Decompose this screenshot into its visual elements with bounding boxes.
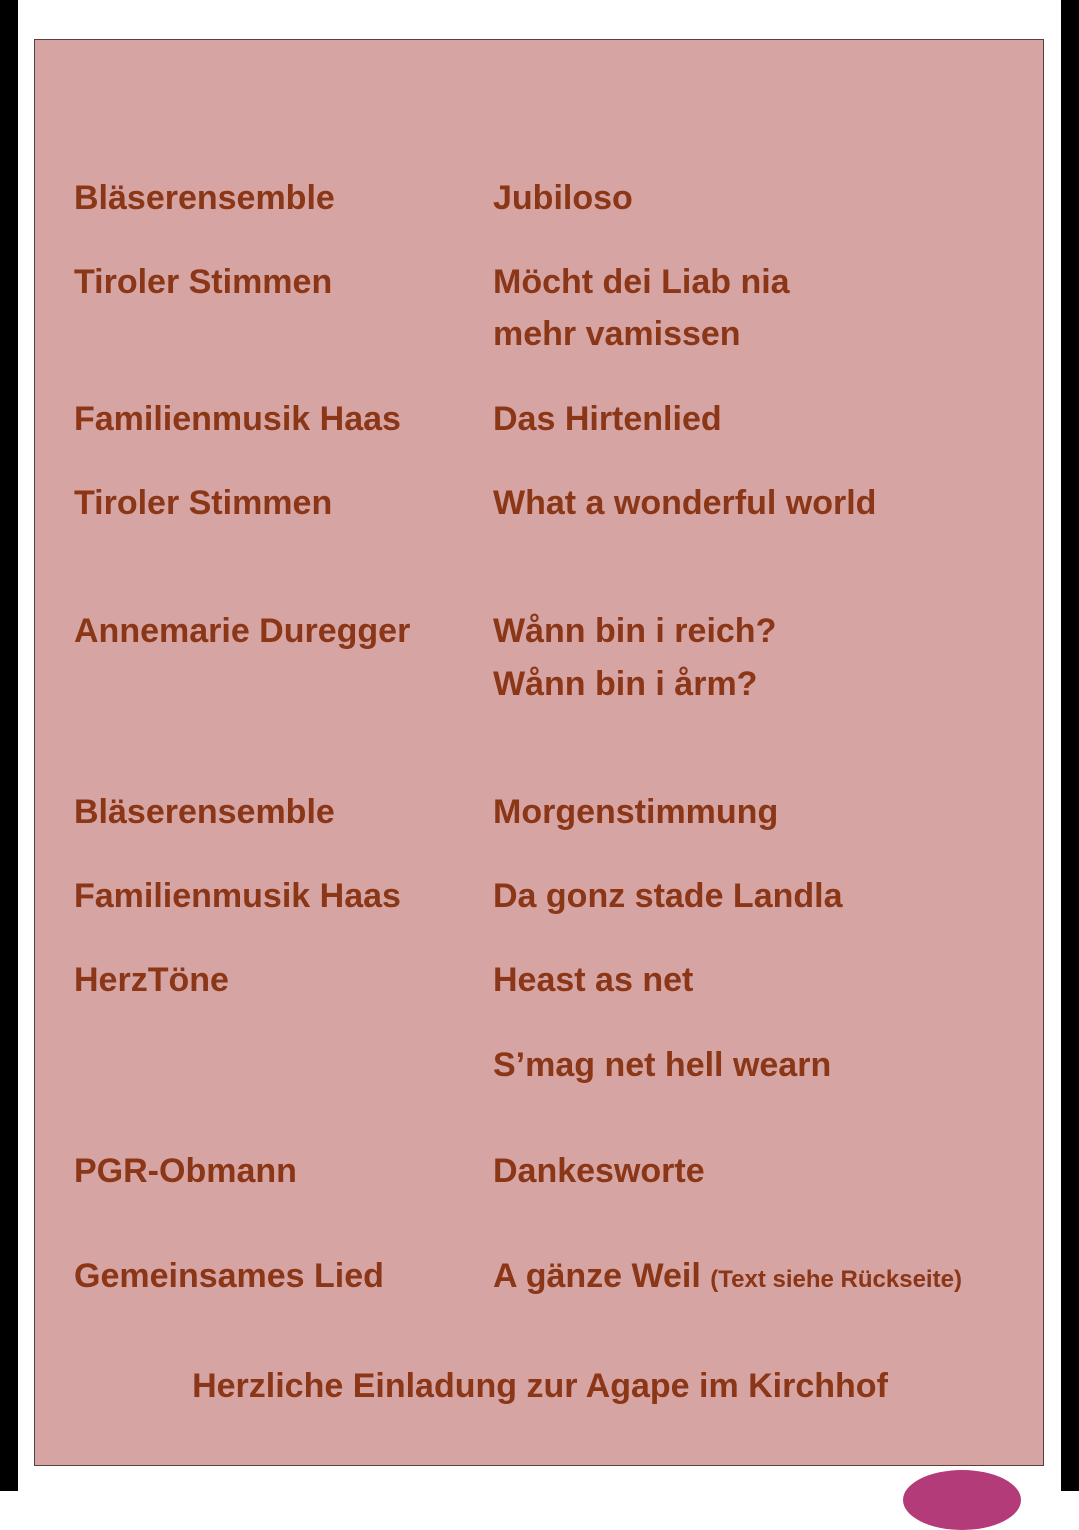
performer-name: Familienmusik Haas (74, 400, 401, 438)
piece-title: Da gonz stade Landla (493, 877, 843, 915)
performer-name: Bläserensemble (74, 793, 335, 831)
piece-note: (Text siehe Rückseite) (710, 1266, 962, 1293)
performer-name: Tiroler Stimmen (74, 484, 333, 522)
piece-title: Dankesworte (493, 1152, 705, 1190)
piece-title: A gänze Weil (493, 1257, 701, 1295)
performer-name: PGR-Obmann (74, 1152, 297, 1190)
piece-title-line2: mehr vamissen (493, 315, 741, 353)
piece-title: Heast as net (493, 961, 694, 999)
performer-name: Bläserensemble (74, 179, 335, 217)
piece-title: Möcht dei Liab nia (493, 263, 790, 301)
performer-name: Annemarie Duregger (74, 612, 411, 650)
performer-name: Gemeinsames Lied (74, 1257, 384, 1295)
performer-name: Familienmusik Haas (74, 877, 401, 915)
piece-title-line2: Wånn bin i årm? (493, 665, 758, 703)
piece-title: Jubiloso (493, 179, 633, 217)
agape-invitation: Herzliche Einladung zur Agape im Kirchhof (192, 1367, 888, 1405)
corner-badge (903, 1470, 1021, 1530)
piece-title: Morgenstimmung (493, 793, 779, 831)
performer-name: Tiroler Stimmen (74, 263, 333, 301)
right-frame (1061, 0, 1079, 1491)
piece-title: What a wonderful world (493, 484, 877, 522)
piece-title-with-note (493, 1250, 962, 1306)
piece-title: S’mag net hell wearn (493, 1046, 832, 1084)
performer-name: HerzTöne (74, 961, 229, 999)
piece-title: Das Hirtenlied (493, 400, 722, 438)
program-panel (34, 39, 1044, 1466)
piece-title: Wånn bin i reich? (493, 612, 777, 650)
left-frame (0, 0, 18, 1491)
